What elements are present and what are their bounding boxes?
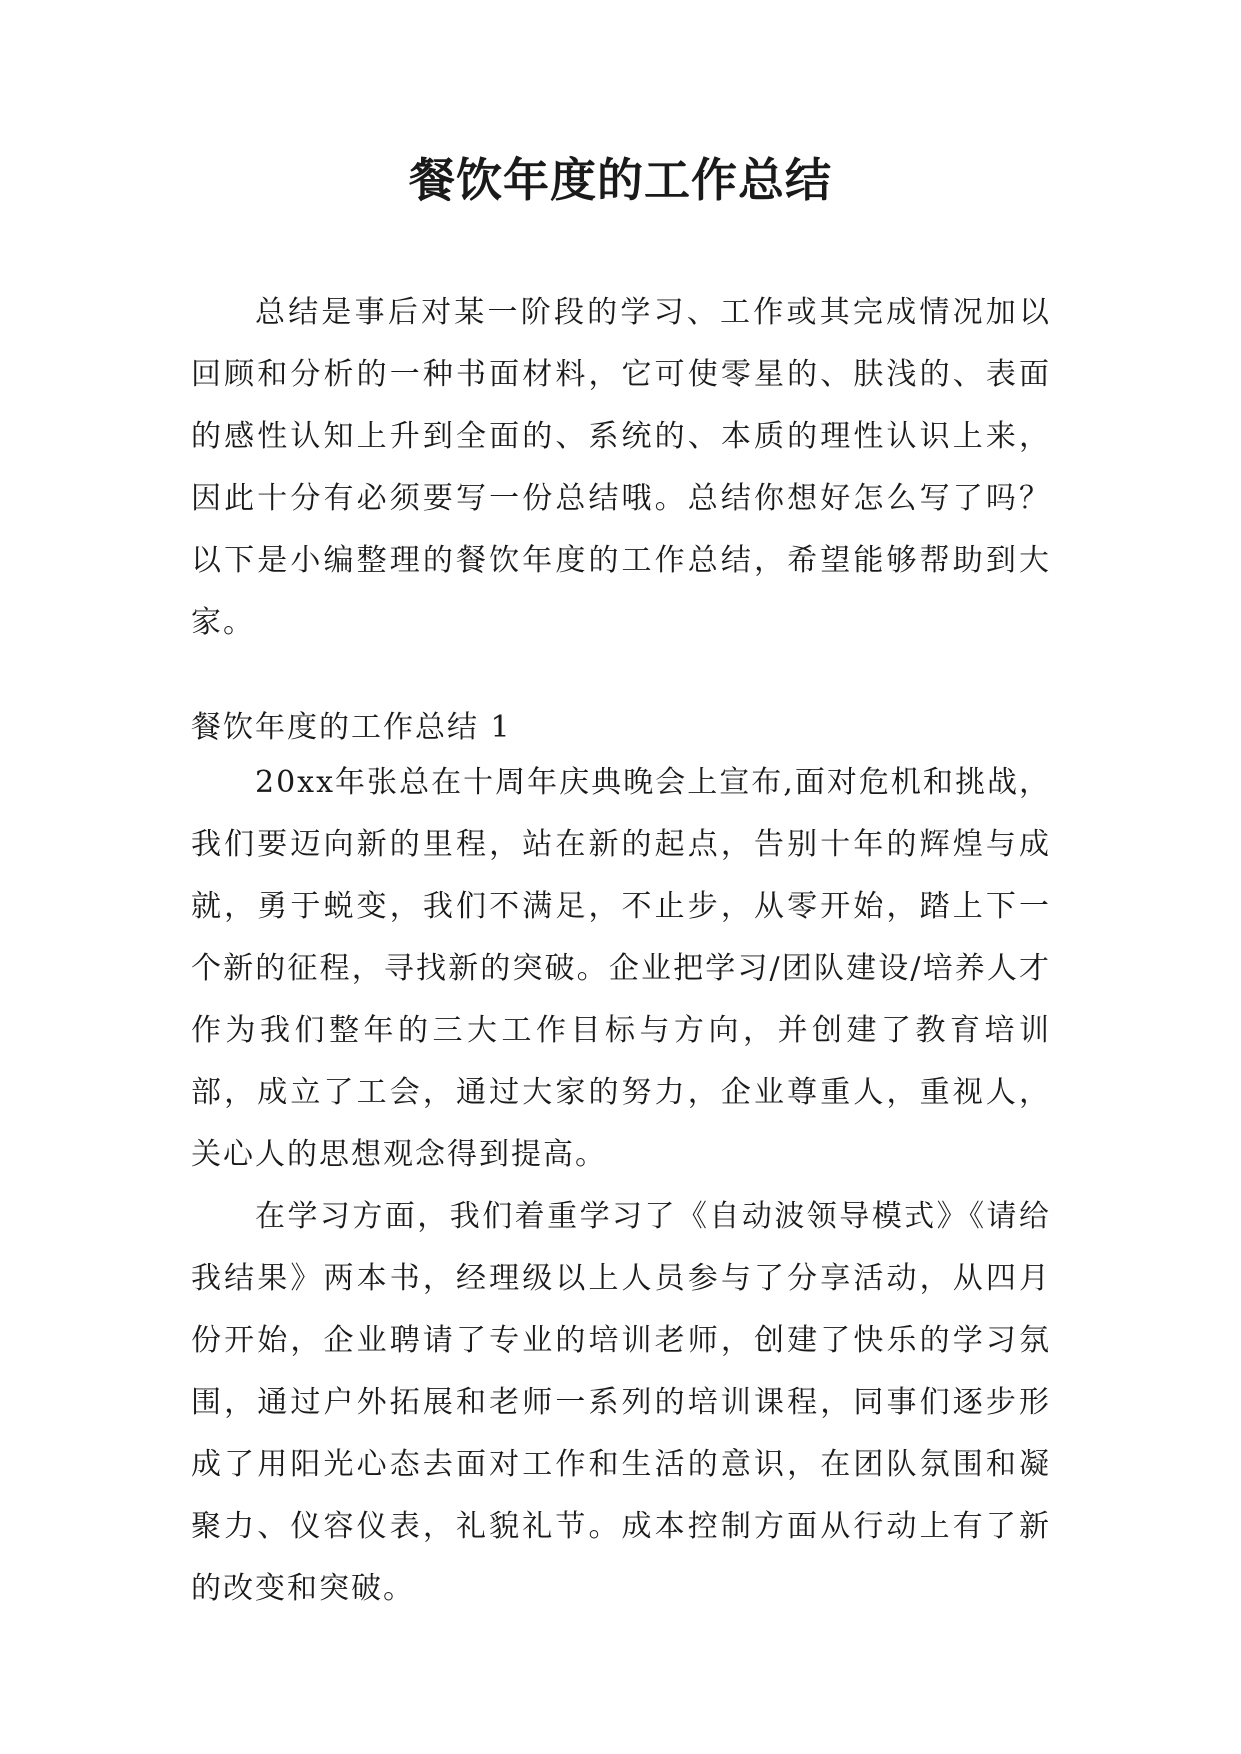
section-heading: 餐饮年度的工作总结 1 bbox=[191, 710, 512, 745]
section-body bbox=[191, 752, 1051, 1620]
body-paragraph-2: 在学习方面，我们着重学习了《自动波领导模式》《请给我结果》两本书，经理级以上人员参与了分享活动，从四月份开始，企业聘请了专业的培训老师，创建了快乐的学习氛围，通过户外拓展和老师一系列的培训课程，同事们逐步形成了用阳光心态去面对工作和生活的意识，在团队氛围和凝聚力、仪容仪表，礼貌礼节。成本控制方面从行动上有了新的改变和突破。 bbox=[191, 1199, 1051, 1606]
intro-section bbox=[191, 282, 1051, 654]
document-title: 餐饮年度的工作总结 bbox=[409, 153, 832, 207]
intro-paragraph: 总结是事后对某一阶段的学习、工作或其完成情况加以回顾和分析的一种书面材料，它可使零星的、肤浅的、表面的感性认知上升到全面的、系统的、本质的理性认识上来，因此十分有必须要写一份总结哦。总结你想好怎么写了吗？以下是小编整理的餐饮年度的工作总结，希望能够帮助到大家。 bbox=[191, 295, 1051, 640]
body-paragraph-1: 20xx年张总在十周年庆典晚会上宣布,面对危机和挑战，我们要迈向新的里程，站在新的起点，告别十年的辉煌与成就，勇于蜕变，我们不满足，不止步，从零开始，踏上下一个新的征程，寻找新的突破。企业把学习/团队建设/培养人才作为我们整年的三大工作目标与方向，并创建了教育培训部，成立了工会，通过大家的努力，企业尊重人，重视人，关心人的思想观念得到提高。 bbox=[191, 765, 1051, 1172]
